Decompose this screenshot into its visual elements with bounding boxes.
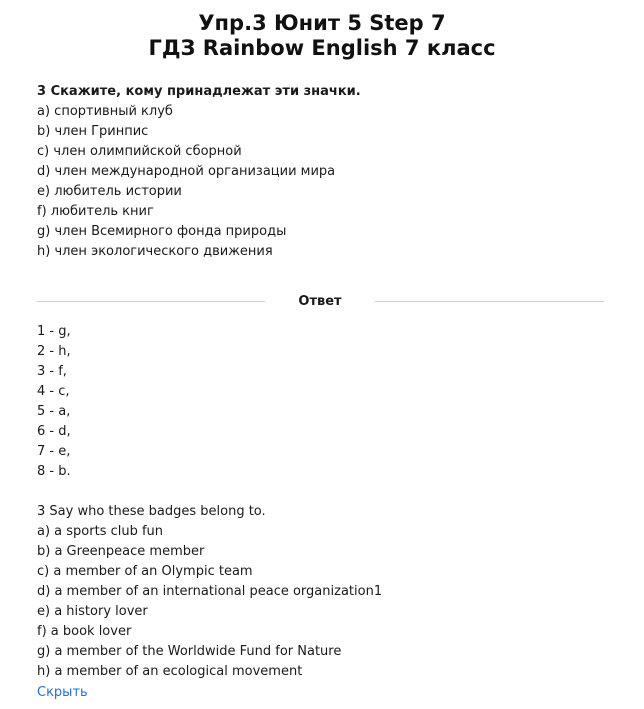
page-title <box>0 0 644 61</box>
list-item: e) любитель истории <box>37 184 182 199</box>
divider-line-left <box>37 301 265 302</box>
list-item: a) a sports club fun <box>37 524 164 539</box>
answer-item: 4 - c, <box>37 384 70 399</box>
list-item: f) любитель книг <box>37 204 154 219</box>
list-item: e) a history lover <box>37 604 148 619</box>
list-item: d) член международной организации мира <box>37 164 336 179</box>
answer-label: Ответ <box>298 294 342 309</box>
task-russian <box>37 82 361 262</box>
list-item: d) a member of an international peace organization1 <box>37 584 383 599</box>
answer-item: 8 - b. <box>37 464 71 479</box>
answer-item: 5 - a, <box>37 404 71 419</box>
list-item: c) a member of an Olympic team <box>37 564 253 579</box>
list-item: g) a member of the Worldwide Fund for Nature <box>37 644 342 659</box>
answer-item: 7 - e, <box>37 444 71 459</box>
list-item: g) член Всемирного фонда природы <box>37 224 287 239</box>
divider-line-right <box>375 301 604 302</box>
answer-item: 6 - d, <box>37 424 71 439</box>
list-item: h) a member of an ecological movement <box>37 664 303 679</box>
hide-link[interactable]: Скрыть <box>37 685 88 700</box>
title-line-1: Упр.3 Юнит 5 Step 7 <box>198 11 446 35</box>
list-item: h) член экологического движения <box>37 244 273 259</box>
task-heading: 3 Скажите, кому принадлежат эти значки. <box>37 84 361 99</box>
answer-divider <box>37 292 604 312</box>
list-item: f) a book lover <box>37 624 132 639</box>
task-heading-english: 3 Say who these badges belong to. <box>37 504 266 519</box>
list-item: b) член Гринпис <box>37 124 149 139</box>
answer-item: 2 - h, <box>37 344 71 359</box>
list-item: b) a Greenpeace member <box>37 544 205 559</box>
task-english <box>37 502 382 682</box>
list-item: c) член олимпийской сборной <box>37 144 242 159</box>
title-line-2: ГДЗ Rainbow English 7 класс <box>148 36 496 60</box>
list-item: a) спортивный клуб <box>37 104 173 119</box>
answers-list <box>37 322 71 482</box>
answer-item: 1 - g, <box>37 324 71 339</box>
answer-item: 3 - f, <box>37 364 67 379</box>
